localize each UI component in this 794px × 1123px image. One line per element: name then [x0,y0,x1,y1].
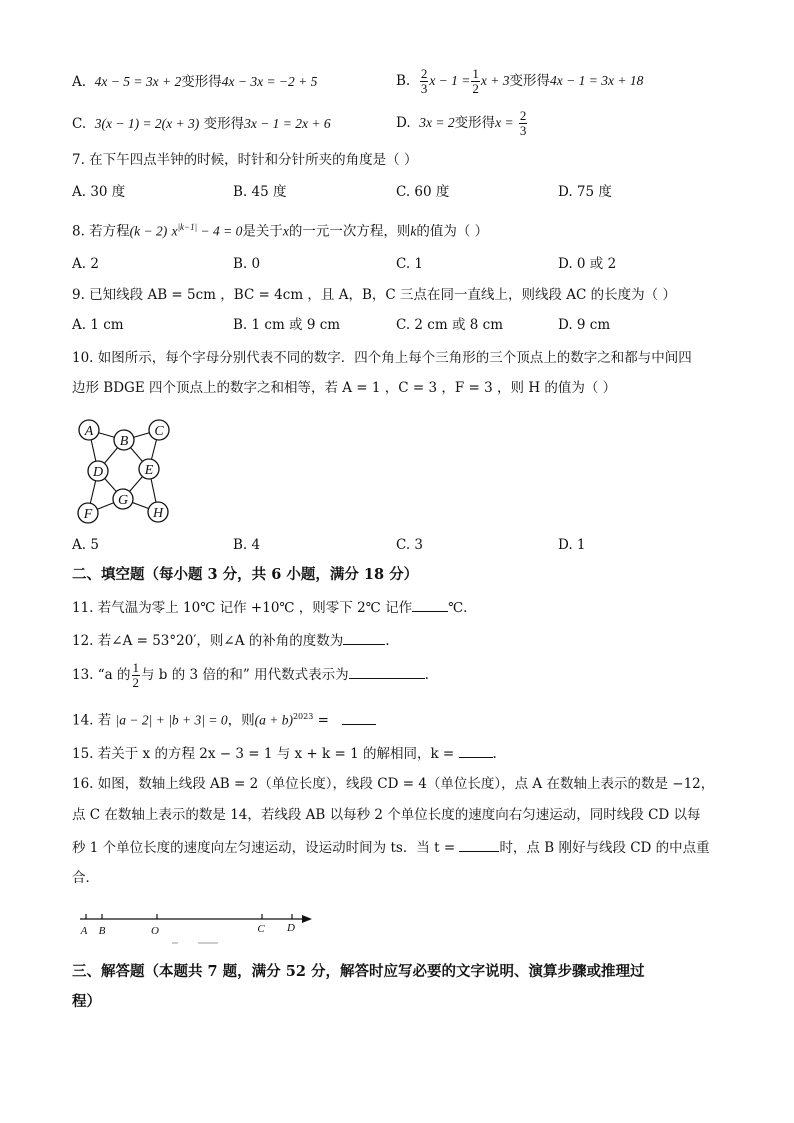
node-label: E [144,463,154,478]
axis-label: D [287,922,295,934]
number-line [72,905,322,950]
q10-line2: 边形 BDGE 四个顶点上的数字之和相等，若 A = 1 ，C = 3 ，F = 3 ，则 H 的值为（ ） [72,380,617,396]
q9-option-d: D. 9 cm [558,317,611,333]
q10-line1: 10. 如图所示，每个字母分别代表不同的数字．四个角上每个三角形的三个顶点上的数字之和都与中间四 [72,350,692,366]
blank [459,743,493,758]
fraction: $\frac{2}{3}$ [519,108,527,138]
node-label: C [154,424,164,439]
section-3-heading-line1: 三、解答题（本题共 7 题，满分 52 分，解答时应写必要的文字说明、演算步骤或推理过 [72,963,645,980]
q10-figure [70,412,190,532]
q13: 13. “a 的 $\frac{1}{2}$ 与 b 的 3 倍的和” 用代数式表示为 . [72,660,429,690]
axis-label: C [257,923,265,935]
q16-line3: 秒 1 个单位长度的速度向左匀速运动，设运动时间为 ts．当 t = 时，点 B 刚好与线段 CD 的中点重 [72,837,710,858]
node-label: A [84,424,94,439]
q7-stem: 7. 在下午四点半钟的时候，时针和分针所夹的角度是（ ） [72,152,418,168]
q8-stem: 8. 若方程(k − 2) $x^{|k-1|} - 4 = 0$是关于x的一元一次方程，则k的值为（ ） [72,222,489,240]
q9-option-a: A. 1 cm [72,317,124,333]
q12: 12. 若∠A = 53°20′，则∠A 的补角的度数为 . [72,630,390,651]
q16-line4: 合． [72,870,99,886]
q8-option-d: D. 0 或 2 [558,256,617,272]
q8-option-c: C. 1 [396,256,424,272]
q6-option-b: B. $\frac{2}{3}$ x − 1 = $\frac{1}{2}$ x + 3变形得4x − 1 = 3x + 18 [396,66,644,96]
blank [349,664,425,679]
q7-option-b: B. 45 度 [233,184,287,200]
q14: 14. 若 |a − 2| + |b + 3| = 0，则$(a + b)^{2023}$ = [72,706,376,732]
q6-option-d: D. 3x = 2变形得x = $\frac{2}{3}$ [396,108,527,138]
q11: 11. 若气温为零上 10℃ 记作 +10℃ ，则零下 2℃ 记作 ℃. [72,597,467,618]
q8-option-a: A. 2 [72,256,99,272]
blank [342,710,376,725]
q7-option-a: A. 30 度 [72,184,126,200]
fraction: $\frac{2}{3}$ [420,66,428,96]
q10-option-d: D. 1 [558,537,586,553]
q9-stem: 9. 已知线段 AB = 5cm ，BC = 4cm ，且 A，B，C 三点在同一直线上，则线段 AC 的长度为（ ） [72,287,676,303]
q6-option-a: A. 4x − 5 = 3x + 2变形得4x − 3x = −2 + 5 [72,74,318,90]
q10-option-c: C. 3 [396,537,424,553]
axis-label: O [151,925,159,937]
blank [459,837,499,852]
node-label: G [117,493,129,508]
q10-option-a: A. 5 [72,537,99,553]
q7-option-c: C. 60 度 [396,184,450,200]
q9-option-c: C. 2 cm 或 8 cm [396,317,503,333]
q10-option-b: B. 4 [233,537,261,553]
q16-line2: 点 C 在数轴上表示的数是 14，若线段 AB 以每秒 2 个单位长度的速度向右匀速运动，同时线段 CD 以每 [72,807,701,823]
section-2-heading: 二、填空题（每小题 3 分，共 6 小题，满分 18 分） [72,566,419,583]
fraction: $\frac{1}{2}$ [132,660,140,690]
axis-label: B [98,925,106,937]
q16-line1: 16. 如图，数轴上线段 AB = 2（单位长度），线段 CD = 4（单位长度），点 A 在数轴上表示的数是 −12， [72,776,715,792]
node-label: H [152,506,164,521]
q15: 15. 若关于 x 的方程 2x − 3 = 1 与 x + k = 1 的解相同，k = . [72,743,497,764]
q7-option-d: D. 75 度 [558,184,612,200]
node-label: F [83,507,93,522]
node-label: B [119,434,129,449]
axis-label: A [80,925,88,937]
q6-option-c: C. 3(x − 1) = 2(x + 3) 变形得3x − 1 = 2x + 6 [72,116,331,132]
fraction: $\frac{1}{2}$ [472,66,479,96]
q9-option-b: B. 1 cm 或 9 cm [233,317,341,333]
blank [343,630,385,645]
q8-option-b: B. 0 [233,256,261,272]
section-3-heading-line2: 程） [72,993,101,1010]
node-label: D [92,465,104,480]
blank [412,597,448,612]
